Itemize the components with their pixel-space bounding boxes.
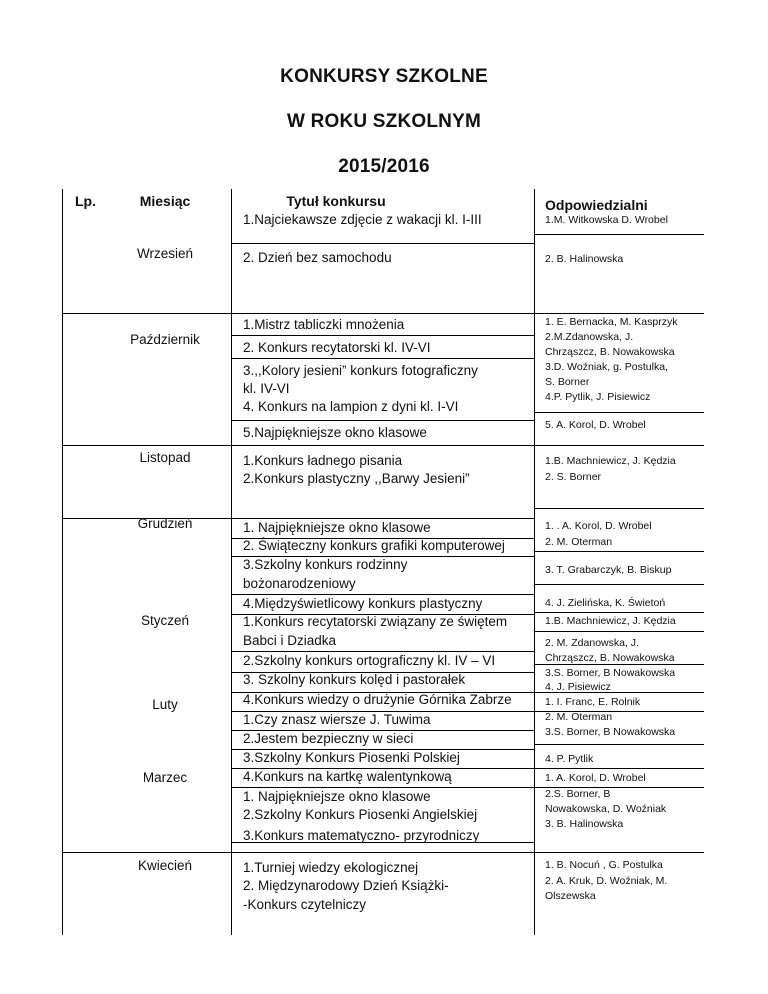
row-divider — [534, 631, 704, 632]
contest-item: 1.Konkurs ładnego pisania — [243, 453, 403, 468]
contest-item: 3.Szkolny konkurs rodzinny — [243, 557, 408, 572]
responsible-item: 4. J. Pisiewicz — [545, 681, 611, 693]
contest-item: 2.Jestem bezpieczny w sieci — [243, 731, 414, 746]
responsible-item: 3.D. Woźniak, g. Postulka, — [545, 361, 668, 373]
contest-item: 2. Dzień bez samochodu — [243, 250, 392, 265]
row-divider — [534, 412, 704, 413]
contest-item: 1. Najpiękniejsze okno klasowe — [243, 789, 431, 804]
row-divider — [534, 584, 704, 585]
contest-item: 1. Najpiękniejsze okno klasowe — [243, 520, 431, 535]
row-divider — [231, 243, 534, 244]
row-divider — [534, 234, 704, 235]
contest-item: 3. Szkolny konkurs kolęd i pastorałek — [243, 672, 466, 687]
header-responsible: Odpowiedzialni — [545, 197, 648, 213]
row-divider — [231, 445, 534, 446]
row-divider — [534, 551, 704, 552]
row-divider — [62, 445, 231, 446]
responsible-item: 3. T. Grabarczyk, B. Biskup — [545, 564, 672, 576]
responsible-item: 1. E. Bernacka, M. Kasprzyk — [545, 316, 678, 328]
contest-item: 1.Najciekawsze zdjęcie z wakacji kl. I-III — [243, 212, 482, 227]
contest-item: 1.Turniej wiedzy ekologicznej — [243, 860, 419, 875]
responsible-item: 2. A. Kruk, D. Woźniak, M. — [545, 875, 668, 887]
contest-item: 2.Konkurs plastyczny ,,Barwy Jesieni” — [243, 471, 470, 486]
responsible-item: 5. A. Korol, D. Wrobel — [545, 419, 646, 431]
month-oct: Październik — [130, 332, 200, 347]
responsible-item: Olszewska — [545, 890, 596, 902]
row-divider — [534, 852, 704, 853]
responsible-item: 4. J. Zielińska, K. Świetoń — [545, 597, 666, 609]
responsible-item: 2. M. Zdanowska, J. — [545, 637, 639, 649]
responsible-item: 1. I. Franc, E. Rolnik — [545, 696, 641, 708]
contest-item: kl. IV-VI — [243, 381, 290, 396]
contest-item: 2.Szkolny konkurs ortograficzny kl. IV – VI — [243, 653, 496, 668]
contest-item: Babci i Dziadka — [243, 633, 337, 648]
header-lp: Lp. — [75, 193, 96, 209]
month-dec: Grudzień — [137, 516, 193, 531]
responsible-item: S. Borner — [545, 376, 590, 388]
row-divider — [534, 508, 704, 509]
responsible-item: Nowakowska, D. Woźniak — [545, 803, 667, 815]
row-divider — [534, 744, 704, 745]
column-divider — [62, 189, 63, 935]
column-divider — [231, 189, 232, 935]
row-divider — [231, 335, 534, 336]
responsible-item: 1.M. Witkowska D. Wrobel — [545, 214, 668, 226]
contest-item: 2. Międzynarodowy Dzień Książki- — [243, 878, 449, 893]
responsible-item: 1. . A. Korol, D. Wrobel — [545, 520, 652, 532]
header-month: Miesiąc — [139, 193, 191, 209]
header-contest: Tytuł konkursu — [286, 193, 386, 209]
row-divider — [534, 445, 704, 446]
row-divider — [62, 313, 231, 314]
responsible-item: 2.M.Zdanowska, J. — [545, 331, 634, 343]
doc-title-line2: W ROKU SZKOLNYM — [286, 111, 482, 132]
contest-item: 2. Konkurs recytatorski kl. IV-VI — [243, 340, 431, 355]
month-mar: Marzec — [142, 770, 188, 785]
responsible-item: 1. B. Nocuń , G. Postulka — [545, 859, 663, 871]
responsible-item: 3.S. Borner, B Nowakowska — [545, 726, 676, 738]
responsible-item: Chrząszcz, B. Nowakowska — [545, 346, 675, 358]
row-divider — [231, 313, 534, 314]
doc-title-line3: 2015/2016 — [338, 156, 430, 177]
contest-item: 2.Szkolny Konkurs Piosenki Angielskiej — [243, 807, 478, 822]
contest-item: 4.Konkurs na kartkę walentynkową — [243, 769, 452, 784]
responsible-item: 2.S. Borner, B — [545, 788, 611, 800]
contest-item: 3.Konkurs matematyczno- przyrodniczy — [243, 828, 480, 843]
contest-item: 5.Najpiękniejsze okno klasowe — [243, 425, 427, 440]
contest-item: 2. Świąteczny konkurs grafiki komputerowej — [243, 538, 505, 553]
contest-item: 1.Mistrz tabliczki mnożenia — [243, 317, 405, 332]
responsible-item: 2. M. Oterman — [545, 536, 613, 548]
responsible-item: 1. A. Korol, D. Wrobel — [545, 772, 646, 784]
responsible-item: 2. M. Oterman — [545, 711, 613, 723]
month-jan: Styczeń — [140, 613, 190, 628]
responsible-item: Chrząszcz, B. Nowakowska — [545, 652, 675, 664]
row-divider — [62, 852, 231, 853]
row-divider — [231, 420, 534, 421]
responsible-item: 4. P. Pytlik — [545, 753, 594, 765]
contest-item: -Konkurs czytelniczy — [243, 897, 367, 912]
contest-item: 1.Konkurs recytatorski związany ze świętem — [243, 614, 508, 629]
contest-item: 3.Szkolny Konkurs Piosenki Polskiej — [243, 750, 460, 765]
responsible-item: 3.S. Borner, B Nowakowska — [545, 667, 676, 679]
responsible-item: 3. B. Halinowska — [545, 818, 624, 830]
responsible-item: 2. S. Borner — [545, 471, 602, 483]
responsible-item: 2. B. Halinowska — [545, 253, 624, 265]
row-divider — [231, 852, 534, 853]
contest-item: 4. Konkurs na lampion z dyni kl. I-VI — [243, 399, 459, 414]
column-divider — [534, 189, 535, 935]
row-divider — [534, 612, 704, 613]
row-divider — [534, 313, 704, 314]
contest-item: bożonarodzeniowy — [243, 576, 356, 591]
month-apr: Kwiecień — [137, 858, 193, 873]
row-divider — [231, 358, 534, 359]
contest-item: 3.,,Kolory jesieni” konkurs fotograficzny — [243, 363, 478, 378]
contest-item: 1.Czy znasz wiersze J. Tuwima — [243, 712, 431, 727]
doc-title-line1: KONKURSY SZKOLNE — [280, 66, 488, 87]
contest-item: 4.Międzyświetlicowy konkurs plastyczny — [243, 596, 483, 611]
row-divider — [534, 768, 704, 769]
month-nov: Listopad — [139, 450, 191, 465]
contest-item: 4.Konkurs wiedzy o drużynie Górnika Zabrze — [243, 692, 512, 707]
month-feb: Luty — [152, 697, 178, 712]
month-sep: Wrzesień — [136, 246, 194, 261]
responsible-item: 1.B. Machniewicz, J. Kędzia — [545, 455, 676, 467]
responsible-item: 4.P. Pytlik, J. Pisiewicz — [545, 391, 651, 403]
responsible-item: 1.B. Machniewicz, J. Kędzia — [545, 615, 676, 627]
